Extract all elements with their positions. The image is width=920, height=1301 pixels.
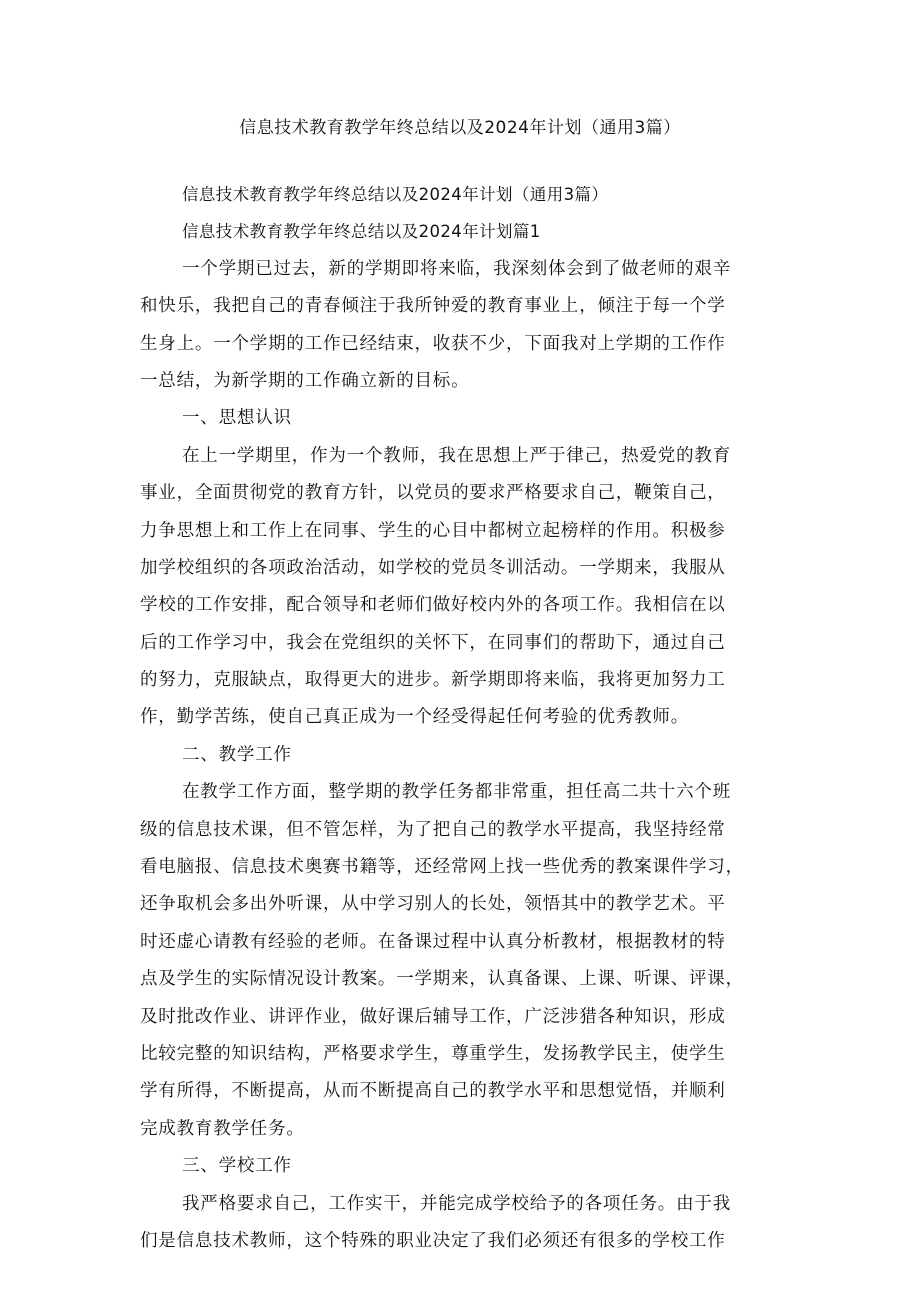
text-line: 还争取机会多出外听课，从中学习别人的长处，领悟其中的教学艺术。平 [140,894,726,915]
text-line: 生身上。一个学期的工作已经结束，收获不少，下面我对上学期的工作作 [140,333,726,354]
text-line: 加学校组织的各项政治活动，如学校的党员冬训活动。一学期来，我服从 [140,557,726,578]
text-line: 二、教学工作 [182,744,292,765]
text-line: 完成教育教学任务。 [140,1118,305,1139]
document-body [140,176,800,1260]
text-line: 信息技术教育教学年终总结以及2024年计划篇1 [182,222,541,242]
text-line: 级的信息技术课，但不管怎样，为了把自己的教学水平提高，我坚持经常 [140,819,726,840]
text-line: 比较完整的知识结构，严格要求学生，尊重学生，发扬教学民主，使学生 [140,1043,726,1064]
text-line: 点及学生的实际情况设计教案。一学期来，认真备课、上课、听课、评课， [140,969,744,990]
text-line: 一、思想认识 [182,408,292,429]
text-line: 们是信息技术教师，这个特殊的职业决定了我们必须还有很多的学校工作 [140,1230,726,1251]
text-line: 学有所得，不断提高，从而不断提高自己的教学水平和思想觉悟，并顺利 [140,1081,726,1102]
text-line: 在教学工作方面，整学期的教学任务都非常重，担任高二共十六个班 [182,782,731,803]
text-line: 一总结，为新学期的工作确立新的目标。 [140,370,470,391]
text-line: 的努力，克服缺点，取得更大的进步。新学期即将来临，我将更加努力工 [140,670,726,691]
text-line: 事业，全面贯彻党的教育方针，以党员的要求严格要求自己，鞭策自己， [140,483,726,504]
text-line: 作，勤学苦练，使自己真正成为一个经受得起任何考验的优秀教师。 [140,707,689,728]
text-line: 一个学期已过去，新的学期即将来临，我深刻体会到了做老师的艰辛 [182,258,731,279]
text-line: 三、学校工作 [182,1156,292,1177]
text-line: 及时批改作业、讲评作业，做好课后辅导工作，广泛涉猎各种知识，形成 [140,1006,726,1027]
text-line: 信息技术教育教学年终总结以及2024年计划（通用3篇） [182,185,609,204]
text-line: 后的工作学习中，我会在党组织的关怀下，在同事们的帮助下，通过自己 [140,632,726,653]
text-line: 学校的工作安排，配合领导和老师们做好校内外的各项工作。我相信在以 [140,595,726,616]
text-line: 看电脑报、信息技术奥赛书籍等，还经常网上找一些优秀的教案课件学习， [140,857,744,878]
text-line: 时还虚心请教有经验的老师。在备课过程中认真分析教材，根据教材的特 [140,931,726,952]
text-line: 力争思想上和工作上在同事、学生的心目中都树立起榜样的作用。积极参 [140,520,726,541]
text-line: 在上一学期里，作为一个教师，我在思想上严于律己，热爱党的教育 [182,445,731,466]
text-line: 我严格要求自己，工作实干，并能完成学校给予的各项任务。由于我 [182,1193,731,1214]
text-line: 和快乐，我把自己的青春倾注于我所钟爱的教育事业上，倾注于每一个学 [140,296,726,317]
document-title: 信息技术教育教学年终总结以及2024年计划（通用3篇） [239,118,681,138]
